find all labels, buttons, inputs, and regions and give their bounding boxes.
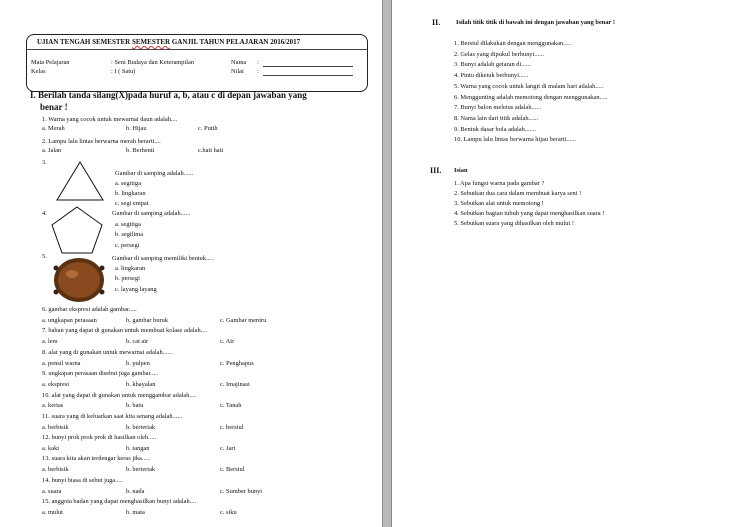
q14-option-a[interactable]: a. suara (42, 488, 62, 495)
q8-question: 8. alat yang di gunakan untuk mewarnai adalah...... (42, 349, 173, 356)
s2-item-7: 7. Bunyi balon meletus adalah...... (454, 104, 542, 111)
q9-option-c[interactable]: c. Imajinasi (220, 381, 250, 388)
section2-title: Isilah titik titik di bawah ini dengan jawaban yang benar ! (456, 19, 615, 26)
s2-item-6: 6. Menggunting adalah memotong dengan menggunakan..... (454, 94, 608, 101)
q13-question: 13. suara kita akan terdengar keras jika..... (42, 455, 150, 462)
q13-option-b[interactable]: b. berteriak (126, 466, 156, 473)
q7-question: 7. bahan yang dapat di gunakan untuk membuat kolase adalah.... (42, 327, 208, 334)
q5-option-a[interactable]: a. lingkaran (115, 265, 146, 272)
s3-item-1: 1. Apa fungsi warna pada gambar ? (454, 180, 545, 187)
q7-option-b[interactable]: b. cat air (126, 338, 149, 345)
header-divider (27, 49, 367, 50)
q3-option-b[interactable]: b. lingkaran (115, 190, 146, 197)
exam-title: UJIAN TENGAH SEMESTER SEMESTER GANJIL TAHUN PELAJARAN 2016/2017 (37, 38, 301, 46)
section3-title: Isian (454, 167, 468, 174)
nilai-label: Nilai (231, 68, 244, 75)
s3-item-3: 3. Sebutkan alat untuk memotong ! (454, 200, 544, 207)
kelas-value: : I ( Satu) (111, 68, 136, 75)
q13-option-c[interactable]: c. Bersiul (220, 466, 245, 473)
q6-option-b[interactable]: b. gambar buruk (126, 317, 169, 324)
q12-option-b[interactable]: b. tangan (126, 445, 150, 452)
q2-option-c[interactable]: c.hati hati (198, 147, 224, 154)
q15-option-a[interactable]: a. mulut (42, 509, 63, 516)
q10-option-b[interactable]: b. batu (126, 402, 144, 409)
q2-question: 2. Lampu lalu lintas berwarna merah berarti.... (42, 138, 161, 145)
q8-option-c[interactable]: c. Penghapus (220, 360, 254, 367)
q4-option-c[interactable]: c. persegi (115, 242, 140, 249)
s2-item-1: 1. Bersiul dilakukan dengan menggunakan..... (454, 40, 572, 47)
nilai-blank[interactable] (263, 75, 353, 76)
q3-option-c[interactable]: c. segi empat (115, 200, 149, 207)
q8-option-b[interactable]: b. pulpen (126, 360, 150, 367)
q1-option-b[interactable]: b. Hijau (126, 125, 147, 132)
nama-blank[interactable] (263, 66, 353, 67)
s2-item-10: 10. Lampu lalu lintas berwarna hijau berarti...... (454, 136, 576, 143)
q4-option-a[interactable]: a. segitiga (115, 221, 141, 228)
s3-item-2: 2. Sebutkan dua cara dalam membuat karya seni ! (454, 190, 582, 197)
triangle-image (55, 160, 105, 202)
s2-item-2: 2. Gelas yang dipukul berbunyi...... (454, 51, 544, 58)
s2-item-5: 5. Warna yang cocok untuk langit di malam hari adalah..... (454, 83, 604, 90)
q3-option-a[interactable]: a. segitiga (115, 180, 141, 187)
q4-question: Gambar di samping adalah...... (112, 210, 191, 217)
q1-option-c[interactable]: c. Putih (198, 125, 218, 132)
right-page (392, 0, 734, 527)
q1-question: 1. Warna yang cocok untuk mewarnai daun adalah.... (42, 116, 178, 123)
q10-option-a[interactable]: a. kertas (42, 402, 64, 409)
q14-question: 14. bunyi biasa di sebut juga..... (42, 477, 124, 484)
q12-question: 12. bunyi prok prok prok di hasilkan oleh..... (42, 434, 157, 441)
q4-option-b[interactable]: b. segilima (115, 231, 144, 238)
q9-option-b[interactable]: b. khayalan (126, 381, 156, 388)
q5-option-b[interactable]: b. persegi (115, 275, 140, 282)
section1-title-line2: benar ! (40, 102, 68, 112)
q10-option-c[interactable]: c. Tanah (220, 402, 242, 409)
q13-option-a[interactable]: a. berbisik (42, 466, 69, 473)
q11-option-c[interactable]: c. bersiul (220, 424, 244, 431)
q8-option-a[interactable]: a. pensil warna (42, 360, 81, 367)
q5-number: 5. (42, 253, 47, 260)
section3-number: III. (430, 166, 442, 175)
q11-option-b[interactable]: b. berteriak (126, 424, 156, 431)
mapel-label: Mata Pelajaran (31, 59, 70, 66)
section2-number: II. (432, 18, 441, 27)
q1-option-a[interactable]: a. Merah (42, 125, 65, 132)
nama-colon: : (257, 59, 259, 66)
q11-question: 11. suara yang di keluarkan saat kita senang adalah...... (42, 413, 183, 420)
s2-item-4: 4. Pintu diketuk berbunyi...... (454, 72, 529, 79)
q3-number: 3. (42, 159, 47, 166)
s3-item-4: 4. Sebutkan bagian tubuh yang dapat menghasilkan suara ! (454, 210, 605, 217)
kelas-label: Kelas (31, 68, 46, 75)
drum-image (52, 256, 106, 304)
q4-number: 4. (42, 210, 47, 217)
q10-question: 10. alat yang dapat di gunakan untuk menggambar adalah.... (42, 392, 196, 399)
q6-question: 6. gambar ekspresi adalah gambar..... (42, 306, 137, 313)
page-gutter (382, 0, 392, 527)
q6-option-c[interactable]: c. Gambar meniru (220, 317, 267, 324)
nama-label: Nama (231, 59, 247, 66)
q9-option-a[interactable]: a. ekspresi (42, 381, 69, 388)
q11-option-a[interactable]: a. berbisik (42, 424, 69, 431)
q2-option-a[interactable]: a. Jalan (42, 147, 62, 154)
section1-title-line1: I. Berilah tanda silang(X)pada huruf a, b, atau c di depan jawaban yang (30, 90, 307, 100)
s2-item-3: 3. Bunyi adalah getaran di...... (454, 61, 531, 68)
q7-option-a[interactable]: a. lem (42, 338, 58, 345)
q15-option-b[interactable]: b. mata (126, 509, 145, 516)
q12-option-c[interactable]: c. Jari (220, 445, 236, 452)
s2-item-9: 9. Bentuk dasar bola adalah....... (454, 126, 536, 133)
q3-question: Gambar di samping adalah...... (115, 170, 194, 177)
q2-option-b[interactable]: b. Berhenti (126, 147, 155, 154)
header-box (26, 34, 368, 92)
mapel-value: : Seni Budaya dan Keterampilan (111, 59, 195, 66)
s3-item-5: 5. Sebutkan suara yang dihasilkan oleh mulut ! (454, 220, 574, 227)
s2-item-8: 8. Nama lain dari titik adalah...... (454, 115, 539, 122)
q7-option-c[interactable]: c. Air (220, 338, 235, 345)
q12-option-a[interactable]: a. kaki (42, 445, 60, 452)
q5-question: Gambar di samping memiliki bentuk..... (112, 255, 215, 262)
pentagon-image (50, 205, 104, 255)
q5-option-c[interactable]: c. layang layang (115, 286, 157, 293)
q14-option-c[interactable]: c. Sumber bunyi (220, 488, 263, 495)
q15-option-c[interactable]: c. siku (220, 509, 237, 516)
q6-option-a[interactable]: a. ungkapan perasaan (42, 317, 97, 324)
q9-question: 9. ungkapan perasaan disebut juga gambar..... (42, 370, 159, 377)
q15-question: 15. anggota badan yang dapat menghasilkan bunyi adalah.... (42, 498, 197, 505)
q14-option-b[interactable]: b. nada (126, 488, 145, 495)
nilai-colon: : (257, 68, 259, 75)
